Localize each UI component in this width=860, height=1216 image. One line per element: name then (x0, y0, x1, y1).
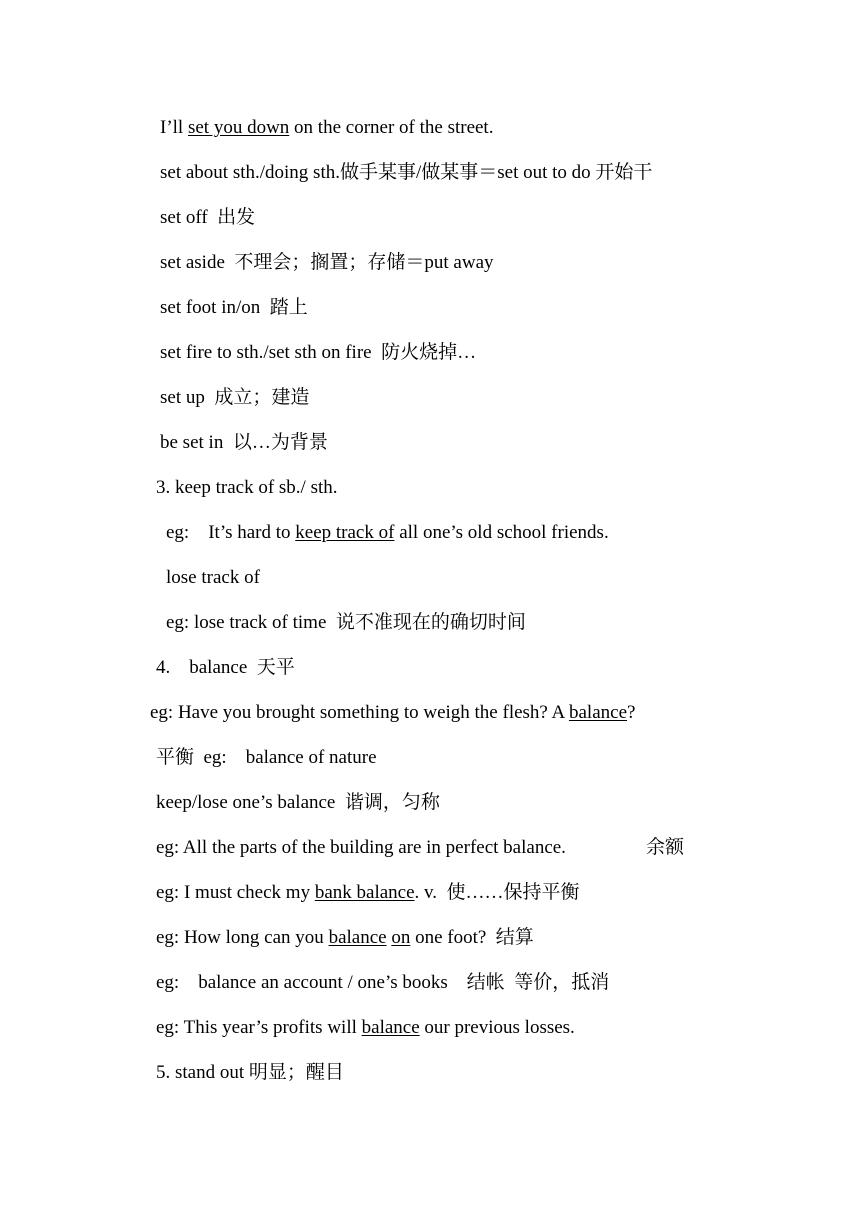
phrase-set-off: set off 出发 (160, 207, 256, 228)
text-segment: eg: I must check my (156, 882, 315, 903)
text-segment: eg: It’s hard to (166, 522, 296, 543)
phrase-set-foot: set foot in/on 踏上 (160, 297, 308, 318)
example-sentence-profits-balance (156, 1016, 575, 1040)
example-lose-track-of-time: eg: lose track of time 说不准现在的确切时间 (166, 612, 526, 633)
example-sentence-keep-track (166, 521, 609, 545)
underlined-word: balance (568, 702, 627, 723)
text-segment: ? (627, 702, 636, 723)
text-segment: . v. 使……保持平衡 (414, 882, 580, 903)
text-segment: all one’s old school friends. (394, 522, 609, 543)
phrase-keep-lose-balance: keep/lose one’s balance 谐调，匀称 (156, 792, 440, 813)
underlined-word: on (391, 927, 411, 948)
definition-balance-of-nature: 平衡 eg: balance of nature (156, 747, 377, 768)
example-sentence-balance-on-foot (156, 926, 534, 950)
phrase-set-aside: set aside 不理会；搁置；存储＝put away (160, 252, 494, 273)
underlined-word: balance (328, 927, 387, 948)
section-heading-keep-track: 3. keep track of sb./ sth. (156, 477, 338, 498)
text-segment: on the corner of the street. (289, 117, 494, 138)
text-segment: eg: How long can you (156, 927, 329, 948)
example-balance-account: eg: balance an account / one’s books 结帐 等价，抵消 (156, 972, 610, 993)
example-sentence-bank-balance (156, 881, 580, 905)
underlined-word: balance (361, 1017, 420, 1038)
text-segment: our previous losses. (419, 1017, 575, 1038)
section-heading-balance: 4. balance 天平 (156, 657, 295, 678)
text-segment: eg: Have you brought something to weigh the flesh? A (150, 702, 569, 723)
example-sentence-balance-scales (150, 701, 635, 725)
underlined-phrase: set you down (187, 117, 290, 138)
phrase-set-about: set about sth./doing sth.做手某事/做某事＝set out to do 开始干 (160, 162, 653, 183)
underlined-phrase: bank balance (314, 882, 415, 903)
section-heading-stand-out: 5. stand out 明显；醒目 (156, 1062, 344, 1083)
phrase-set-up: set up 成立；建造 (160, 387, 310, 408)
text-segment: one foot? 结算 (410, 927, 534, 948)
underlined-phrase: keep track of (295, 522, 395, 543)
phrase-set-fire: set fire to sth./set sth on fire 防火烧掉… (160, 342, 477, 363)
phrase-lose-track: lose track of (166, 567, 260, 588)
example-sentence-perfect-balance: eg: All the parts of the building are in perfect balance. (156, 837, 566, 858)
text-segment: I’ll (160, 117, 188, 138)
definition-remaining-balance: 余额 (646, 837, 685, 858)
phrase-be-set-in: be set in 以…为背景 (160, 432, 328, 453)
text-segment: eg: This year’s profits will (156, 1017, 362, 1038)
example-sentence-set-you-down (160, 116, 493, 140)
